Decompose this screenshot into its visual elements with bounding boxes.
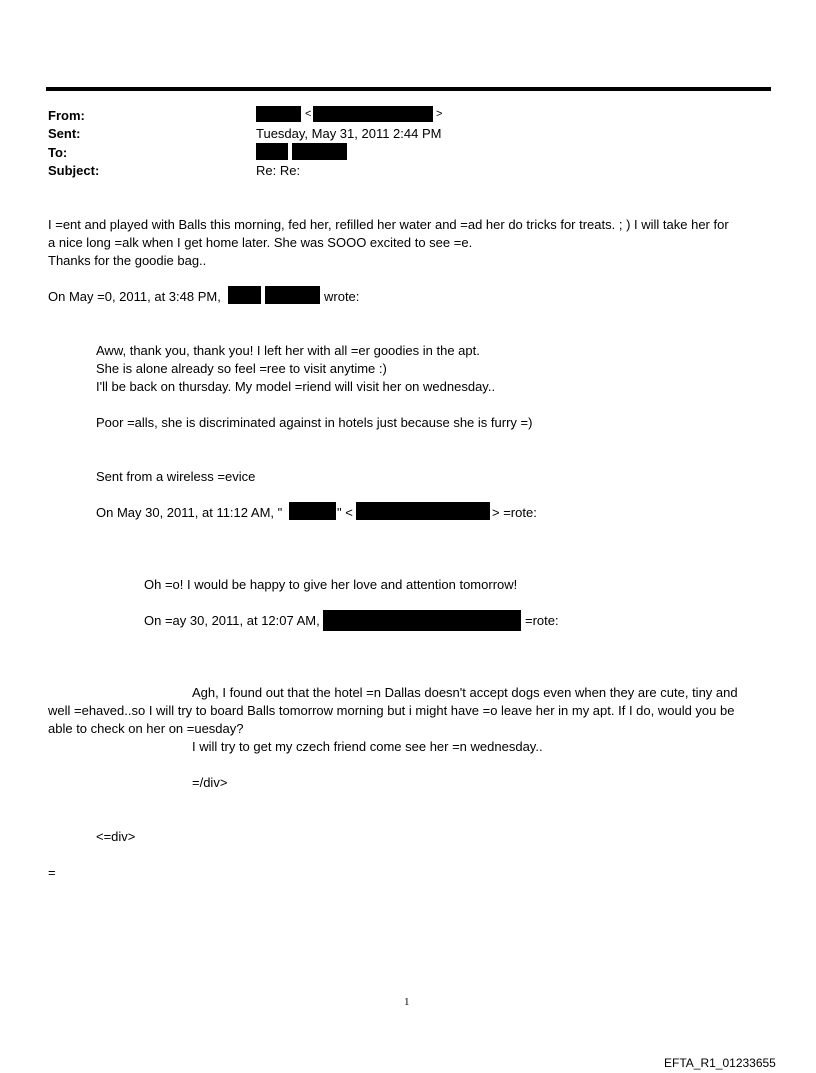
reply3-line-4: I will try to get my czech friend come see her =n wednesday.. bbox=[192, 739, 543, 754]
page-number: 1 bbox=[404, 996, 410, 1008]
redaction-quote2-name bbox=[289, 502, 336, 520]
redaction-quote3-sender bbox=[323, 610, 521, 631]
reply2-line-1: Oh =o! I would be happy to give her love and attention tomorrow! bbox=[144, 577, 518, 592]
redaction-quote1-last bbox=[265, 286, 320, 304]
redaction-to-first bbox=[256, 143, 288, 160]
reply3-line-2: well =ehaved..so I will try to board Balls tomorrow morning but i might have =o leave her in my apt. If I do, would you be bbox=[48, 703, 735, 718]
quote1-prefix: On May =0, 2011, at 3:48 PM, bbox=[48, 289, 221, 304]
reply1-line-4: Poor =alls, she is discriminated against in hotels just because she is furry =) bbox=[96, 415, 533, 430]
trailer-equals: = bbox=[48, 865, 56, 880]
quote3-prefix: On =ay 30, 2011, at 12:07 AM, bbox=[144, 613, 320, 628]
subject-value: Re: Re: bbox=[256, 163, 301, 178]
reply3-div-close: =/div> bbox=[192, 775, 228, 790]
quote3-suffix: =rote: bbox=[525, 613, 559, 628]
sent-value: Tuesday, May 31, 2011 2:44 PM bbox=[256, 126, 442, 141]
redaction-from-email bbox=[313, 106, 433, 122]
redaction-from-name bbox=[256, 106, 301, 122]
from-label: From: bbox=[48, 108, 85, 123]
redaction-quote1-first bbox=[228, 286, 261, 304]
reply3-line-3: able to check on her on =uesday? bbox=[48, 721, 244, 736]
reply1-signature: Sent from a wireless =evice bbox=[96, 469, 256, 484]
redaction-to-last bbox=[292, 143, 347, 160]
message-line-1: I =ent and played with Balls this morning, fed her, refilled her water and =ad her do tricks for treats. ; ) I will take her for bbox=[48, 217, 729, 232]
subject-label: Subject: bbox=[48, 163, 100, 178]
from-lt: < bbox=[305, 108, 312, 120]
from-gt: > bbox=[436, 108, 443, 120]
document-id: EFTA_R1_01233655 bbox=[664, 1056, 776, 1070]
quote1-suffix: wrote: bbox=[324, 289, 360, 304]
header-rule bbox=[46, 87, 771, 91]
quote2-prefix: On May 30, 2011, at 11:12 AM, " bbox=[96, 505, 283, 520]
trailer-div-open: <=div> bbox=[96, 829, 136, 844]
reply1-line-1: Aww, thank you, thank you! I left her with all =er goodies in the apt. bbox=[96, 343, 480, 358]
message-line-3: Thanks for the goodie bag.. bbox=[48, 253, 207, 268]
quote2-suffix: > =rote: bbox=[492, 505, 537, 520]
redaction-quote2-email bbox=[356, 502, 490, 520]
reply1-line-2: She is alone already so feel =ree to visit anytime :) bbox=[96, 361, 387, 376]
quote2-mid: " < bbox=[337, 505, 353, 520]
message-line-2: a nice long =alk when I get home later. She was SOOO excited to see =e. bbox=[48, 235, 473, 250]
reply1-line-3: I'll be back on thursday. My model =riend will visit her on wednesday.. bbox=[96, 379, 496, 394]
reply3-line-1: Agh, I found out that the hotel =n Dallas doesn't accept dogs even when they are cute, tiny and bbox=[192, 685, 738, 700]
to-label: To: bbox=[48, 145, 68, 160]
sent-label: Sent: bbox=[48, 126, 81, 141]
